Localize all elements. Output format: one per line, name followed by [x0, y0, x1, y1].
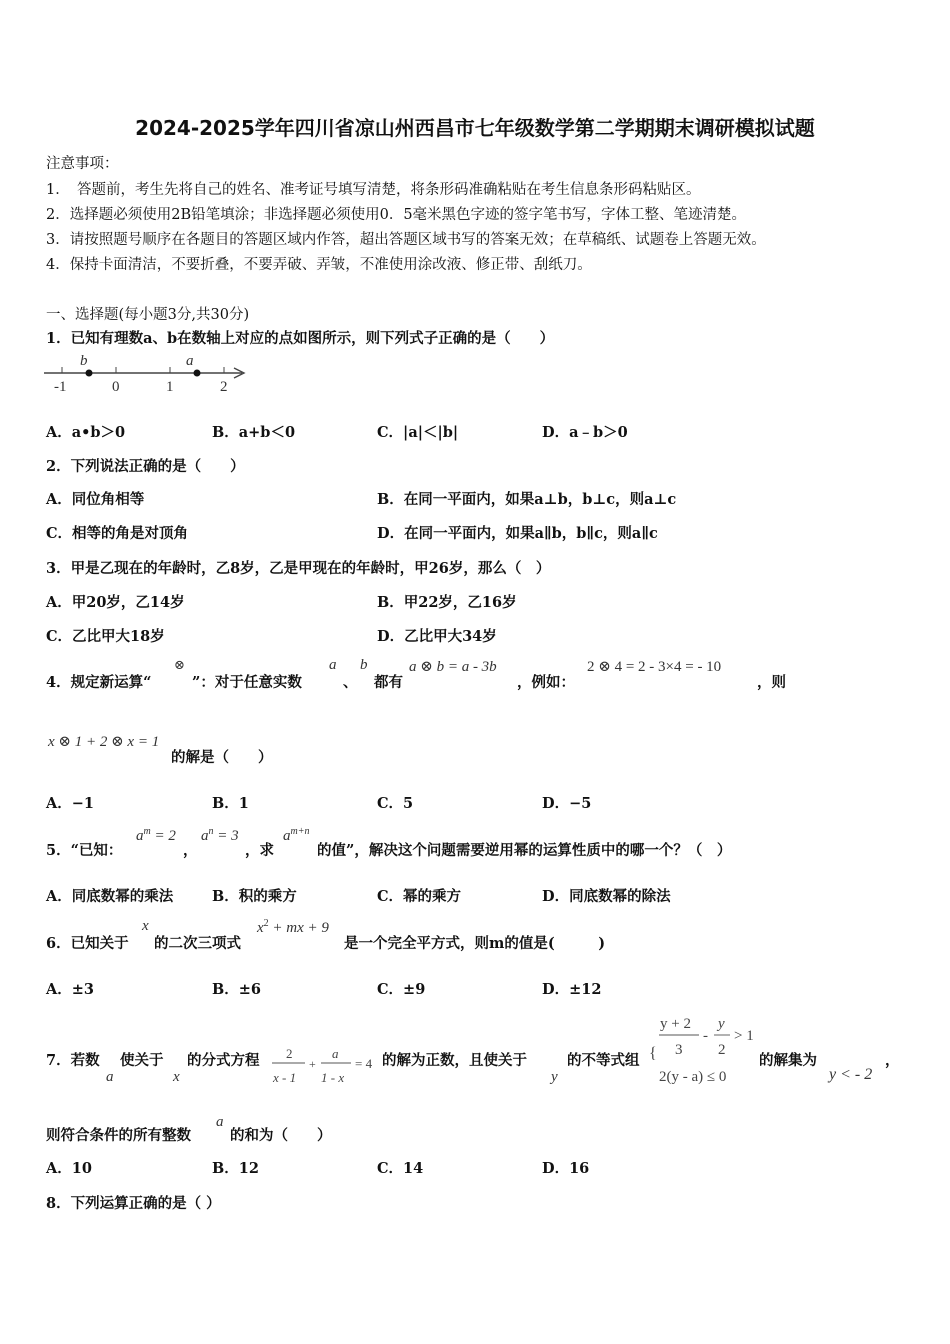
point-b-label: b — [80, 353, 88, 369]
question-4-text: ”：对于任意实数 — [192, 674, 302, 691]
tick-label: 2 — [220, 379, 228, 395]
question-7-text: 的解为正数，且使关于 — [382, 1052, 527, 1069]
tick-label: 0 — [112, 379, 120, 395]
option-d[interactable]: D．在同一平面内，如果a∥b，b∥c，则a∥c — [377, 525, 658, 542]
question-4-text: 的解是（ ） — [171, 749, 273, 766]
question-7-text: 的分式方程 — [187, 1052, 260, 1069]
option-c[interactable]: C．乙比甲大18岁 — [46, 628, 165, 645]
question-7-text: 的和为（ ） — [230, 1127, 332, 1144]
fractional-equation — [269, 1040, 381, 1090]
option-a[interactable]: A．同底数幂的乘法 — [46, 888, 174, 905]
option-b[interactable]: B．1 — [212, 795, 249, 812]
question-5-text: 5．“已知： — [46, 842, 123, 859]
question-4-text: ，例如： — [517, 674, 575, 691]
question-1-stem: 1．已知有理数a、b在数轴上对应的点如图所示，则下列式子正确的是（ ） — [46, 330, 555, 347]
option-d[interactable]: D．乙比甲大34岁 — [377, 628, 497, 645]
option-d[interactable]: D．16 — [542, 1160, 590, 1177]
section-heading: 一、选择题(每小题3分,共30分) — [46, 307, 250, 323]
option-a[interactable]: A．−1 — [46, 795, 94, 812]
power-am: $a^m = 2$ — [136, 826, 176, 844]
option-c[interactable]: C．幂的乘方 — [377, 888, 462, 905]
power-amn: $a^{m+n}$ — [283, 826, 310, 844]
option-d[interactable]: D．−5 — [542, 795, 592, 812]
question-7-text: ， — [885, 1052, 900, 1069]
frac1-numerator: 2 — [286, 1046, 293, 1061]
point-a — [194, 370, 201, 377]
point-b — [86, 370, 93, 377]
math-b: b — [360, 657, 368, 673]
question-6-text: 是一个完全平方式，则m的值是( ) — [344, 935, 606, 952]
question-2-stem: 2．下列说法正确的是（ ） — [46, 458, 245, 475]
question-8-stem: 8．下列运算正确的是（ ） — [46, 1195, 221, 1212]
frac2-numerator: a — [332, 1046, 339, 1061]
option-c[interactable]: C．5 — [377, 795, 414, 812]
option-c[interactable]: C．14 — [377, 1160, 424, 1177]
question-5-text: ，求 — [245, 842, 274, 859]
option-a[interactable]: A．10 — [46, 1160, 92, 1177]
math-x: x — [142, 918, 149, 934]
question-7-text: 7．若数 — [46, 1052, 100, 1069]
option-d[interactable]: D．同底数幂的除法 — [542, 888, 671, 905]
notice-item: 2．选择题必须使用2B铅笔填涂；非选择题必须使用0．5毫米黑色字迹的签字笔书写，字体工整、笔迹清楚。 — [46, 207, 747, 223]
question-5-text: ， — [183, 842, 198, 859]
notice-item: 3．请按照题号顺序在各题目的答题区域内作答，超出答题区域书写的答案无效；在草稿纸、试题卷上答题无效。 — [46, 232, 766, 248]
brace: { — [649, 1045, 657, 1062]
question-4-text: 、 — [343, 674, 358, 691]
question-4-text: ，则 — [757, 674, 786, 691]
trinomial: $x^2$ + mx + 9 — [257, 918, 329, 936]
sys-numerator-2: y — [718, 1016, 725, 1032]
question-7-text: 的不等式组 — [567, 1052, 640, 1069]
notice-heading: 注意事项： — [46, 156, 119, 172]
otimes-symbol: ⊗ — [174, 657, 185, 672]
question-6-text: 的二次三项式 — [154, 935, 241, 952]
point-a-label: a — [186, 353, 194, 369]
tick-label: -1 — [54, 379, 67, 395]
sys-denominator-1: 3 — [675, 1042, 683, 1058]
option-a[interactable]: A．a•b＞0 — [46, 424, 126, 441]
option-a[interactable]: A．甲20岁，乙14岁 — [46, 594, 185, 611]
option-b[interactable]: B．a+b＜0 — [212, 424, 296, 441]
option-d[interactable]: D．±12 — [542, 981, 602, 998]
equation: x ⊗ 1 + 2 ⊗ x = 1 — [48, 734, 160, 750]
question-7-text: 则符合条件的所有整数 — [46, 1127, 191, 1144]
sys-line-2: 2(y - a) ≤ 0 — [659, 1069, 727, 1085]
question-7-text: 使关于 — [120, 1052, 164, 1069]
option-b[interactable]: B．甲22岁，乙16岁 — [377, 594, 517, 611]
solution-set: y < - 2 — [829, 1066, 873, 1083]
question-5-text: 的值”，解决这个问题需要逆用幂的运算性质中的哪一个？（ ） — [317, 842, 732, 859]
option-c[interactable]: C．相等的角是对顶角 — [46, 525, 189, 542]
equation-rhs: = 4 — [355, 1056, 373, 1071]
option-c[interactable]: C．|a|＜|b| — [377, 424, 459, 441]
option-b[interactable]: B．12 — [212, 1160, 259, 1177]
definition-formula: a ⊗ b = a - 3b — [409, 659, 497, 675]
sys-denominator-2: 2 — [718, 1042, 726, 1058]
frac1-denominator: x - 1 — [273, 1070, 297, 1085]
page-title: 2024-2025学年四川省凉山州西昌市七年级数学第二学期期末调研模拟试题 — [135, 116, 815, 140]
math-y: y — [551, 1069, 558, 1085]
greater-than: > 1 — [734, 1028, 754, 1044]
sys-numerator-1: y + 2 — [660, 1016, 691, 1032]
option-b[interactable]: B．积的乘方 — [212, 888, 297, 905]
option-a[interactable]: A．±3 — [46, 981, 94, 998]
question-3-stem: 3．甲是乙现在的年龄时，乙8岁，乙是甲现在的年龄时，甲26岁，那么（ ） — [46, 560, 551, 577]
option-a[interactable]: A．同位角相等 — [46, 491, 145, 508]
option-b[interactable]: B．±6 — [212, 981, 261, 998]
minus-sign: - — [703, 1028, 708, 1044]
example-formula: 2 ⊗ 4 = 2 - 3×4 = - 10 — [587, 659, 722, 675]
question-4-text: 4．规定新运算“ — [46, 674, 152, 691]
plus-sign: + — [309, 1057, 316, 1071]
math-x: x — [173, 1069, 180, 1085]
notice-item: 4．保持卡面清洁，不要折叠，不要弄破、弄皱，不准使用涂改液、修正带、刮纸刀。 — [46, 257, 592, 273]
power-an: $a^n = 3$ — [201, 826, 239, 844]
question-6-text: 6．已知关于 — [46, 935, 129, 952]
math-a: a — [106, 1069, 114, 1085]
tick-label: 1 — [166, 379, 174, 395]
math-a: a — [329, 657, 337, 673]
option-c[interactable]: C．±9 — [377, 981, 426, 998]
inequality-system — [648, 1008, 758, 1092]
notice-item: 1． 答题前，考生先将自己的姓名、准考证号填写清楚，将条形码准确粘贴在考生信息条形码粘贴区。 — [46, 182, 701, 198]
math-a: a — [216, 1114, 224, 1130]
number-line — [42, 352, 252, 396]
option-b[interactable]: B．在同一平面内，如果a⊥b，b⊥c，则a⊥c — [377, 491, 677, 508]
question-7-text: 的解集为 — [759, 1052, 817, 1069]
question-4-text: 都有 — [374, 674, 403, 691]
option-d[interactable]: D．a﹣b＞0 — [542, 424, 628, 441]
frac2-denominator: 1 - x — [321, 1070, 345, 1085]
